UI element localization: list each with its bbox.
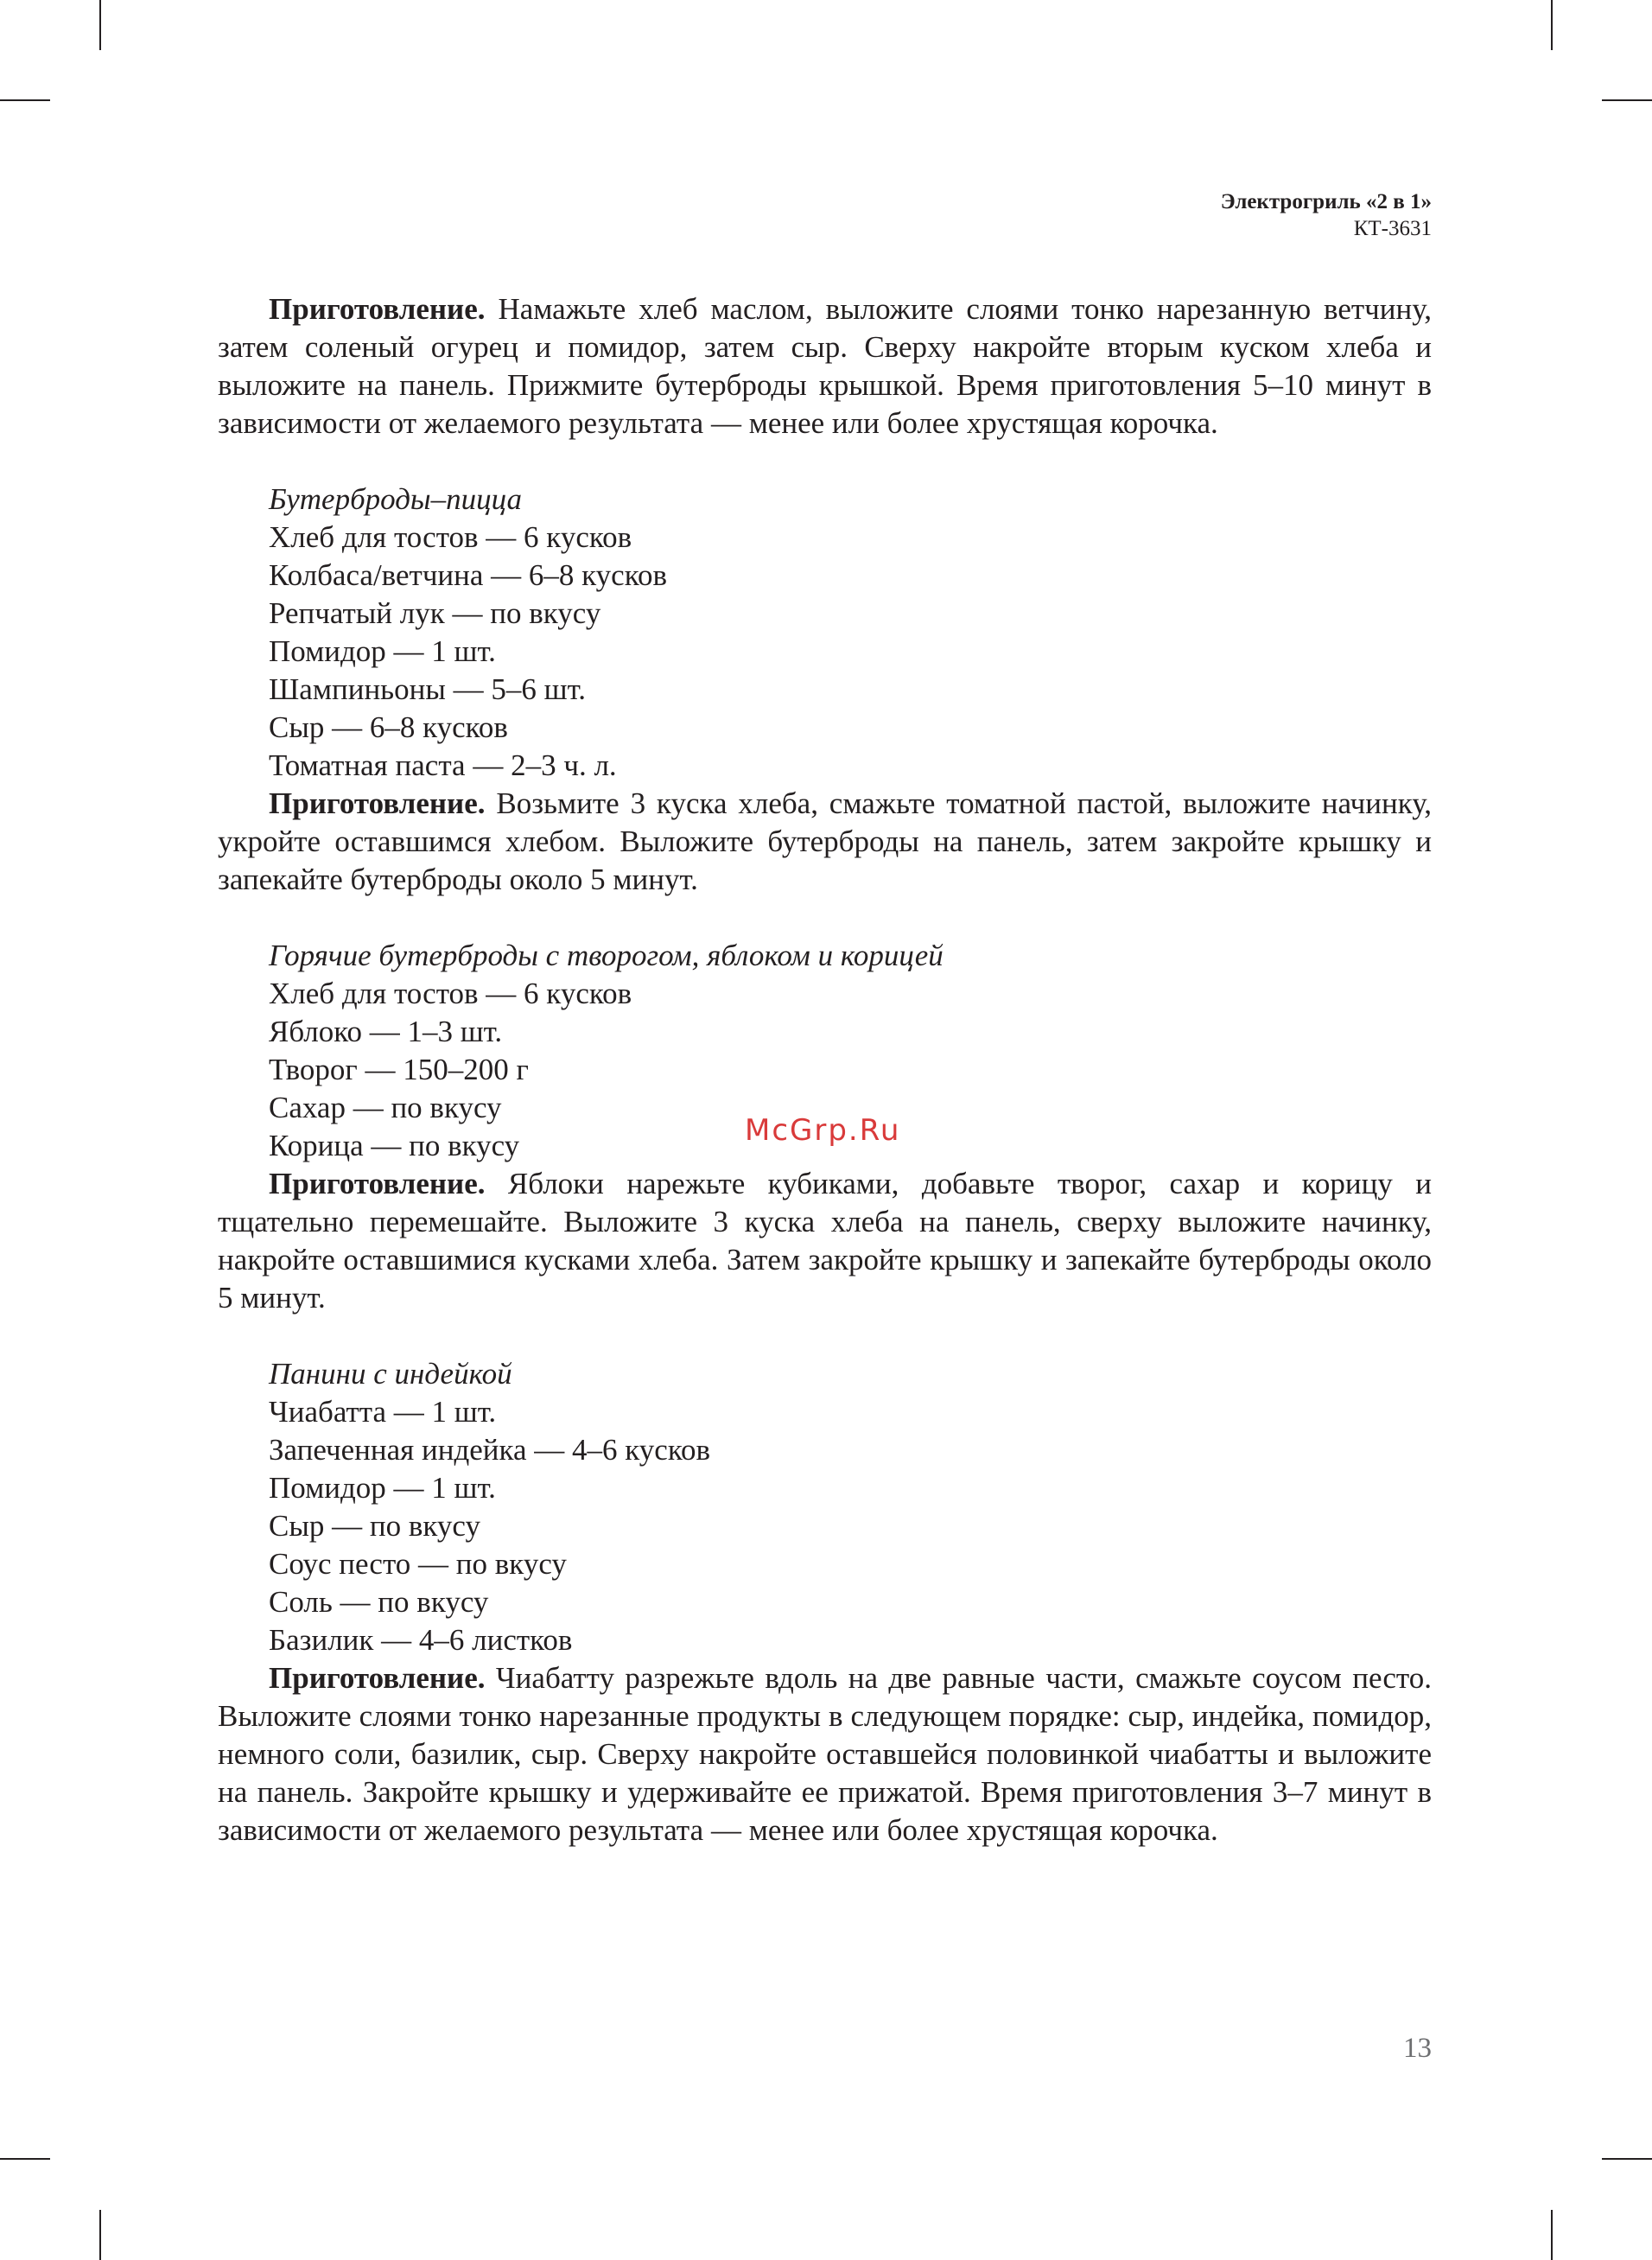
ingredient-line: Репчатый лук — по вкусу <box>269 596 601 630</box>
crop-mark-top-left <box>99 0 101 50</box>
ingredient-line: Соль — по вкусу <box>269 1585 489 1619</box>
ingredient-line: Помидор — 1 шт. <box>269 634 496 668</box>
page-header <box>1221 188 1432 242</box>
crop-mark-bottom-left <box>99 2210 101 2260</box>
header-model: КТ-3631 <box>1353 217 1432 240</box>
crop-mark-bottom-left-h <box>0 2158 50 2160</box>
page-number: 13 <box>1403 2033 1432 2064</box>
ingredient-line: Хлеб для тостов — 6 кусков <box>269 977 632 1010</box>
intro-lead: Приготовление. <box>269 292 486 326</box>
ingredient-line: Соус песто — по вкусу <box>269 1547 567 1581</box>
crop-mark-top-right <box>1551 0 1553 50</box>
intro-paragraph <box>218 290 1432 442</box>
ingredient-line: Яблоко — 1–3 шт. <box>269 1015 503 1048</box>
instructions-lead: Приготовление. <box>269 1167 486 1200</box>
ingredient-line: Помидор — 1 шт. <box>269 1471 496 1505</box>
ingredient-line: Сыр — по вкусу <box>269 1509 480 1543</box>
recipe-instructions <box>218 785 1432 899</box>
ingredient-line: Томатная паста — 2–3 ч. л. <box>269 748 617 782</box>
intro-text: Намажьте хлеб маслом, выложите слоями тонко нарезанную ветчину, затем соленый огурец и помидор, затем сыр. Сверху накройте вторым куском хлеба и выложите на панель. Прижмите бутерброды крышкой. Время приготовления 5–10 минут в зависимости от желаемого результата — менее или более хрустящая корочка. <box>218 292 1432 440</box>
ingredient-line: Корица — по вкусу <box>269 1129 520 1162</box>
recipe-title: Бутерброды–пицца <box>269 482 523 516</box>
ingredient-line: Сыр — 6–8 кусков <box>269 710 508 744</box>
crop-mark-top-left-h <box>0 99 50 101</box>
instructions-text: Чиабатту разрежьте вдоль на две равные части, смажьте соусом песто. Выложите слоями тонко нарезанные продукты в следующем порядке: сыр, индейка, помидор, немного соли, базилик, сыр. Сверху накройте оставшейся половинкой чиабатты и выложите на панель. Закройте крышку и удерживайте ее прижатой. Время приготовления 3–7 минут в зависимости от желаемого результата — менее или более хрустящая корочка. <box>218 1661 1432 1847</box>
instructions-text: Яблоки нарежьте кубиками, добавьте творог, сахар и корицу и тщательно перемешайте. Выложите 3 куска хлеба на панель, сверху выложите начинку, накройте оставшимися кусками хлеба. Затем закройте крышку и запекайте бутерброды около 5 минут. <box>218 1167 1432 1315</box>
instructions-lead: Приготовление. <box>269 1661 486 1695</box>
recipe-instructions <box>218 1165 1432 1317</box>
recipe-instructions <box>218 1659 1432 1849</box>
watermark: McGrp.Ru <box>745 1113 901 1148</box>
ingredient-line: Чиабатта — 1 шт. <box>269 1395 497 1429</box>
instructions-text: Возьмите 3 куска хлеба, смажьте томатной пастой, выложите начинку, укройте оставшимся хлебом. Выложите бутерброды на панель, затем закройте крышку и запекайте бутерброды около 5 минут. <box>218 786 1432 896</box>
recipe-turkey-panini <box>218 1355 1432 1849</box>
recipe-title: Панини с индейкой <box>269 1357 512 1391</box>
ingredient-line: Базилик — 4–6 листков <box>269 1623 573 1657</box>
ingredient-line: Хлеб для тостов — 6 кусков <box>269 520 632 554</box>
recipe-pizza-sandwiches <box>218 481 1432 899</box>
crop-mark-top-right-h <box>1602 99 1652 101</box>
recipe-title: Горячие бутерброды с творогом, яблоком и корицей <box>269 939 944 972</box>
crop-mark-bottom-right <box>1551 2210 1553 2260</box>
ingredient-line: Запеченная индейка — 4–6 кусков <box>269 1433 711 1467</box>
ingredient-line: Сахар — по вкусу <box>269 1091 502 1124</box>
ingredient-line: Творог — 150–200 г <box>269 1053 529 1086</box>
ingredient-line: Колбаса/ветчина — 6–8 кусков <box>269 558 667 592</box>
crop-mark-bottom-right-h <box>1602 2158 1652 2160</box>
ingredient-line: Шампиньоны — 5–6 шт. <box>269 672 587 706</box>
document-body <box>218 290 1432 1849</box>
instructions-lead: Приготовление. <box>269 786 486 820</box>
header-title: Электрогриль «2 в 1» <box>1220 190 1432 213</box>
